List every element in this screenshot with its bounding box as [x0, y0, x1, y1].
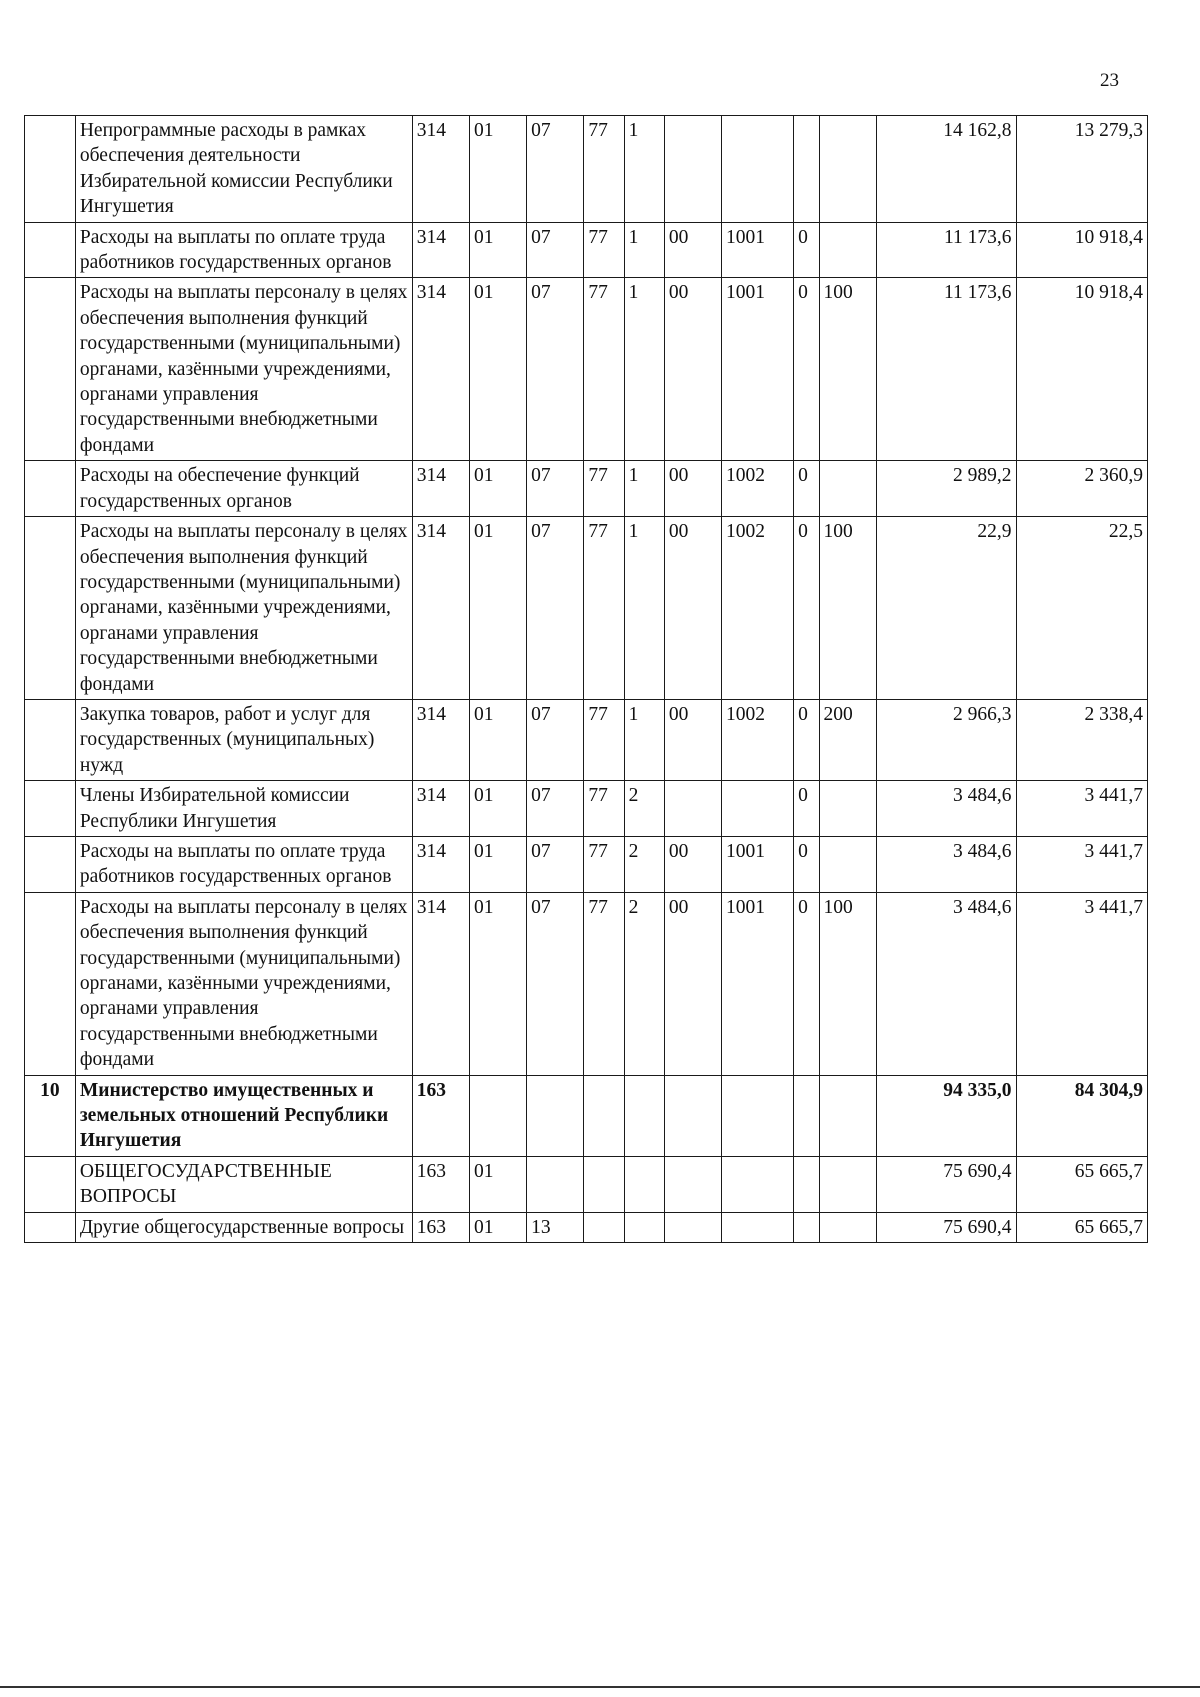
section-code-cell: 01: [469, 781, 526, 837]
extra-code-cell: [794, 1212, 819, 1242]
table-row: [25, 116, 1148, 223]
section-code-cell: [469, 1075, 526, 1156]
amount-planned-cell: 3 484,6: [876, 836, 1016, 892]
event-code-cell: [664, 781, 721, 837]
item-name-cell: Другие общегосударственные вопросы: [75, 1212, 412, 1242]
item-name-cell: Расходы на выплаты по оплате труда работников государственных органов: [75, 222, 412, 278]
ministry-code-cell: 314: [412, 116, 469, 223]
subsection-code-cell: 07: [527, 836, 584, 892]
subprogram-code-cell: 1: [624, 222, 664, 278]
direction-code-cell: [722, 1075, 794, 1156]
row-number-cell: [25, 781, 76, 837]
event-code-cell: [664, 116, 721, 223]
table-row: [25, 1156, 1148, 1212]
table-row: [25, 1212, 1148, 1242]
extra-code-cell: 0: [794, 461, 819, 517]
amount-actual-cell: 3 441,7: [1016, 836, 1147, 892]
amount-planned-cell: 3 484,6: [876, 781, 1016, 837]
item-name-cell: Члены Избирательной комиссии Республики Ингушетия: [75, 781, 412, 837]
amount-planned-cell: 94 335,0: [876, 1075, 1016, 1156]
amount-actual-cell: 10 918,4: [1016, 222, 1147, 278]
subprogram-code-cell: 1: [624, 116, 664, 223]
row-number-cell: 10: [25, 1075, 76, 1156]
amount-planned-cell: 14 162,8: [876, 116, 1016, 223]
expense-type-cell: [819, 116, 876, 223]
section-code-cell: 01: [469, 517, 526, 700]
table-row: [25, 1075, 1148, 1156]
expense-type-cell: 100: [819, 517, 876, 700]
extra-code-cell: [794, 116, 819, 223]
subsection-code-cell: 07: [527, 517, 584, 700]
direction-code-cell: [722, 116, 794, 223]
amount-actual-cell: 65 665,7: [1016, 1212, 1147, 1242]
row-number-cell: [25, 892, 76, 1075]
subprogram-code-cell: 1: [624, 461, 664, 517]
subprogram-code-cell: [624, 1156, 664, 1212]
row-number-cell: [25, 1156, 76, 1212]
direction-code-cell: 1001: [722, 222, 794, 278]
subprogram-code-cell: 2: [624, 836, 664, 892]
extra-code-cell: 0: [794, 836, 819, 892]
program-code-cell: 77: [584, 116, 624, 223]
subprogram-code-cell: [624, 1075, 664, 1156]
row-number-cell: [25, 278, 76, 461]
program-code-cell: [584, 1075, 624, 1156]
item-name-cell: ОБЩЕГОСУДАРСТВЕННЫЕ ВОПРОСЫ: [75, 1156, 412, 1212]
item-name-cell: Расходы на выплаты персоналу в целях обеспечения выполнения функций государственными (муниципальными) органами, казёнными учреждениями, органами управления государственными внебюджетными фондами: [75, 517, 412, 700]
extra-code-cell: 0: [794, 699, 819, 780]
event-code-cell: 00: [664, 836, 721, 892]
amount-planned-cell: 2 966,3: [876, 699, 1016, 780]
row-number-cell: [25, 517, 76, 700]
direction-code-cell: 1001: [722, 836, 794, 892]
section-code-cell: 01: [469, 1156, 526, 1212]
program-code-cell: 77: [584, 222, 624, 278]
subprogram-code-cell: 1: [624, 517, 664, 700]
subprogram-code-cell: 1: [624, 699, 664, 780]
ministry-code-cell: 314: [412, 461, 469, 517]
item-name-cell: Расходы на выплаты по оплате труда работников государственных органов: [75, 836, 412, 892]
expense-type-cell: [819, 1156, 876, 1212]
expense-type-cell: 200: [819, 699, 876, 780]
direction-code-cell: [722, 1212, 794, 1242]
subsection-code-cell: 07: [527, 116, 584, 223]
program-code-cell: 77: [584, 461, 624, 517]
item-name-cell: Расходы на выплаты персоналу в целях обеспечения выполнения функций государственными (муниципальными) органами, казёнными учреждениями, органами управления государственными внебюджетными фондами: [75, 278, 412, 461]
amount-planned-cell: 2 989,2: [876, 461, 1016, 517]
section-code-cell: 01: [469, 699, 526, 780]
program-code-cell: 77: [584, 278, 624, 461]
table-row: [25, 836, 1148, 892]
row-number-cell: [25, 699, 76, 780]
row-number-cell: [25, 116, 76, 223]
expense-type-cell: [819, 1075, 876, 1156]
extra-code-cell: 0: [794, 892, 819, 1075]
section-code-cell: 01: [469, 222, 526, 278]
event-code-cell: 00: [664, 892, 721, 1075]
table-row: [25, 699, 1148, 780]
section-code-cell: 01: [469, 836, 526, 892]
table-row: [25, 517, 1148, 700]
ministry-code-cell: 314: [412, 781, 469, 837]
amount-actual-cell: 65 665,7: [1016, 1156, 1147, 1212]
program-code-cell: 77: [584, 699, 624, 780]
section-code-cell: 01: [469, 461, 526, 517]
footer-rule: [0, 1686, 1200, 1688]
ministry-code-cell: 314: [412, 222, 469, 278]
subsection-code-cell: 07: [527, 781, 584, 837]
ministry-code-cell: 163: [412, 1075, 469, 1156]
program-code-cell: [584, 1212, 624, 1242]
direction-code-cell: 1001: [722, 892, 794, 1075]
ministry-code-cell: 314: [412, 278, 469, 461]
direction-code-cell: 1001: [722, 278, 794, 461]
event-code-cell: [664, 1212, 721, 1242]
subsection-code-cell: 07: [527, 461, 584, 517]
amount-actual-cell: 10 918,4: [1016, 278, 1147, 461]
amount-actual-cell: 22,5: [1016, 517, 1147, 700]
expense-type-cell: [819, 836, 876, 892]
ministry-code-cell: 163: [412, 1156, 469, 1212]
expense-type-cell: [819, 461, 876, 517]
expense-type-cell: 100: [819, 278, 876, 461]
ministry-code-cell: 314: [412, 836, 469, 892]
table-row: [25, 278, 1148, 461]
section-code-cell: 01: [469, 1212, 526, 1242]
page-number: 23: [1100, 70, 1119, 91]
amount-planned-cell: 75 690,4: [876, 1212, 1016, 1242]
event-code-cell: 00: [664, 222, 721, 278]
amount-actual-cell: 3 441,7: [1016, 781, 1147, 837]
extra-code-cell: 0: [794, 278, 819, 461]
amount-actual-cell: 2 338,4: [1016, 699, 1147, 780]
subsection-code-cell: 07: [527, 892, 584, 1075]
row-number-cell: [25, 1212, 76, 1242]
row-number-cell: [25, 222, 76, 278]
event-code-cell: 00: [664, 278, 721, 461]
program-code-cell: 77: [584, 781, 624, 837]
direction-code-cell: [722, 1156, 794, 1212]
table-row: [25, 781, 1148, 837]
event-code-cell: 00: [664, 517, 721, 700]
expense-type-cell: [819, 222, 876, 278]
extra-code-cell: 0: [794, 222, 819, 278]
amount-actual-cell: 3 441,7: [1016, 892, 1147, 1075]
direction-code-cell: 1002: [722, 699, 794, 780]
item-name-cell: Непрограммные расходы в рамках обеспечения деятельности Избирательной комиссии Республики Ингушетия: [75, 116, 412, 223]
program-code-cell: 77: [584, 517, 624, 700]
item-name-cell: Расходы на обеспечение функций государственных органов: [75, 461, 412, 517]
program-code-cell: 77: [584, 892, 624, 1075]
extra-code-cell: 0: [794, 517, 819, 700]
subprogram-code-cell: 1: [624, 278, 664, 461]
direction-code-cell: [722, 781, 794, 837]
subsection-code-cell: [527, 1075, 584, 1156]
table-row: [25, 461, 1148, 517]
extra-code-cell: 0: [794, 781, 819, 837]
subprogram-code-cell: 2: [624, 892, 664, 1075]
extra-code-cell: [794, 1156, 819, 1212]
ministry-code-cell: 314: [412, 892, 469, 1075]
subprogram-code-cell: 2: [624, 781, 664, 837]
table-row: [25, 222, 1148, 278]
ministry-code-cell: 314: [412, 699, 469, 780]
amount-actual-cell: 13 279,3: [1016, 116, 1147, 223]
event-code-cell: 00: [664, 461, 721, 517]
budget-table: [24, 115, 1148, 1243]
table-body: [25, 116, 1148, 1243]
row-number-cell: [25, 836, 76, 892]
amount-planned-cell: 3 484,6: [876, 892, 1016, 1075]
event-code-cell: [664, 1156, 721, 1212]
table-row: [25, 892, 1148, 1075]
expense-type-cell: [819, 1212, 876, 1242]
expense-type-cell: 100: [819, 892, 876, 1075]
subsection-code-cell: [527, 1156, 584, 1212]
subsection-code-cell: 07: [527, 699, 584, 780]
amount-planned-cell: 75 690,4: [876, 1156, 1016, 1212]
direction-code-cell: 1002: [722, 517, 794, 700]
program-code-cell: [584, 1156, 624, 1212]
amount-actual-cell: 2 360,9: [1016, 461, 1147, 517]
ministry-code-cell: 314: [412, 517, 469, 700]
amount-planned-cell: 11 173,6: [876, 278, 1016, 461]
row-number-cell: [25, 461, 76, 517]
amount-planned-cell: 22,9: [876, 517, 1016, 700]
program-code-cell: 77: [584, 836, 624, 892]
subsection-code-cell: 13: [527, 1212, 584, 1242]
section-code-cell: 01: [469, 278, 526, 461]
amount-actual-cell: 84 304,9: [1016, 1075, 1147, 1156]
expense-type-cell: [819, 781, 876, 837]
subsection-code-cell: 07: [527, 222, 584, 278]
item-name-cell: Расходы на выплаты персоналу в целях обеспечения выполнения функций государственными (муниципальными) органами, казёнными учреждениями, органами управления государственными внебюджетными фондами: [75, 892, 412, 1075]
section-code-cell: 01: [469, 116, 526, 223]
event-code-cell: 00: [664, 699, 721, 780]
subprogram-code-cell: [624, 1212, 664, 1242]
section-code-cell: 01: [469, 892, 526, 1075]
extra-code-cell: [794, 1075, 819, 1156]
event-code-cell: [664, 1075, 721, 1156]
amount-planned-cell: 11 173,6: [876, 222, 1016, 278]
direction-code-cell: 1002: [722, 461, 794, 517]
subsection-code-cell: 07: [527, 278, 584, 461]
item-name-cell: Министерство имущественных и земельных отношений Республики Ингушетия: [75, 1075, 412, 1156]
ministry-code-cell: 163: [412, 1212, 469, 1242]
item-name-cell: Закупка товаров, работ и услуг для государственных (муниципальных) нужд: [75, 699, 412, 780]
